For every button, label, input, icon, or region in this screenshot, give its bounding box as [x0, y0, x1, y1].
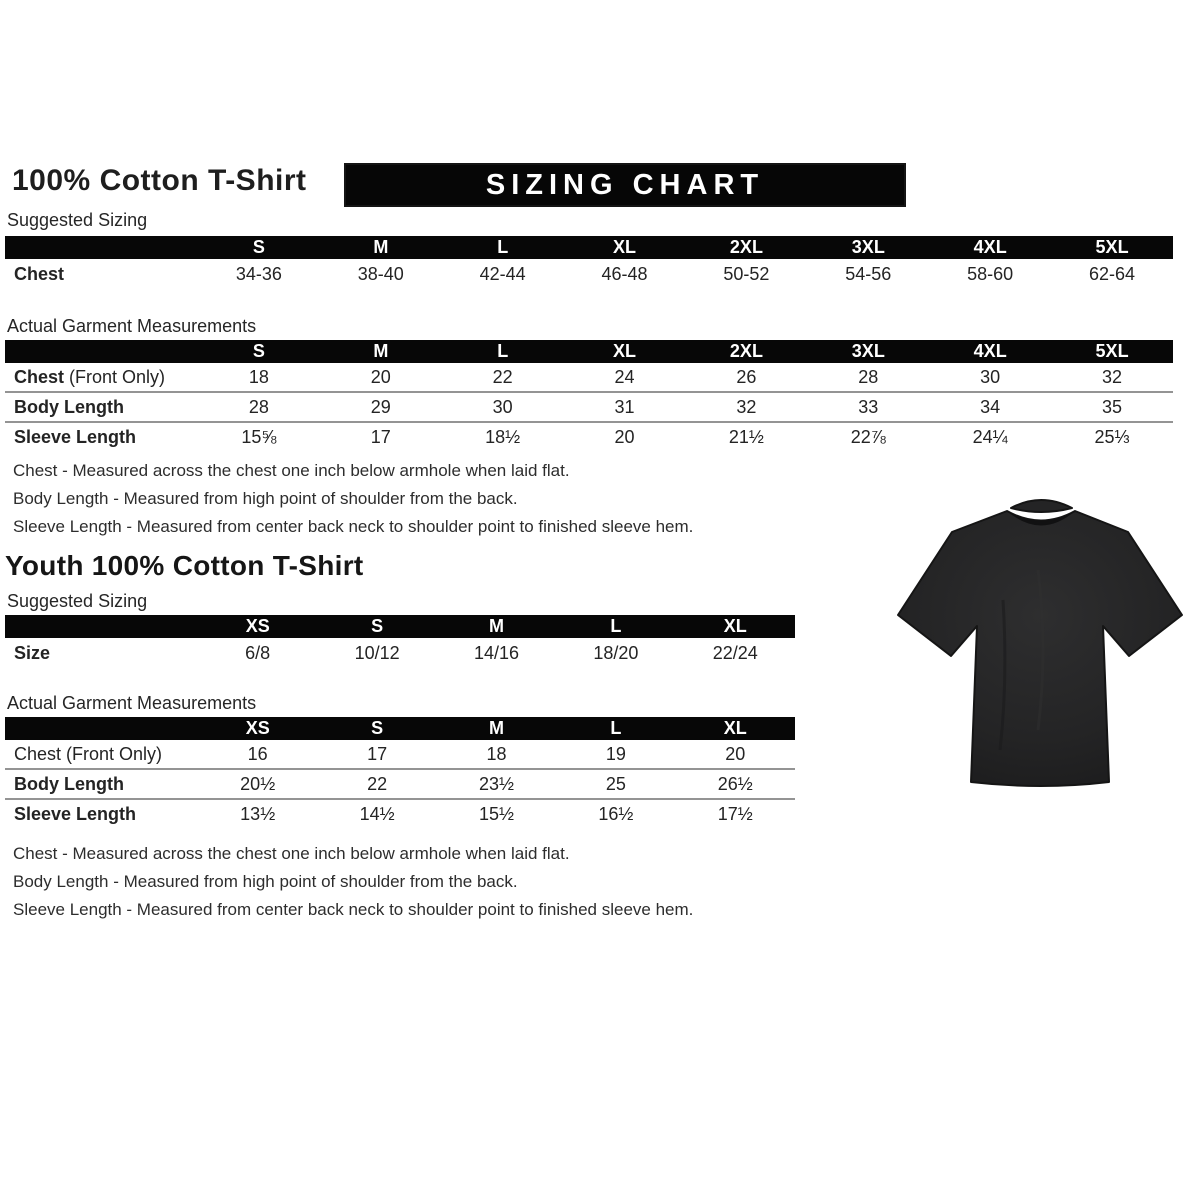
size-header: XL — [723, 616, 747, 636]
value-cell: 50-52 — [723, 264, 770, 284]
adult-suggested-sizing-table — [5, 236, 1173, 290]
black-tshirt-image — [888, 480, 1196, 812]
page-title: 100% Cotton T-Shirt — [12, 164, 307, 197]
value-cell: 20 — [614, 426, 635, 447]
value-cell: 35 — [1102, 396, 1123, 417]
value-cell: 10/12 — [354, 643, 400, 663]
row-label: Chest (Front Only) — [14, 743, 163, 764]
value-cell: 22⅞ — [850, 426, 886, 447]
value-cell: 23½ — [478, 773, 515, 794]
value-cell: 16 — [247, 743, 268, 764]
value-cell: 30 — [980, 366, 1001, 387]
size-header: 3XL — [851, 237, 885, 257]
value-cell: 28 — [858, 366, 879, 387]
value-cell: 18 — [248, 366, 269, 387]
row-label: Sleeve Length — [14, 803, 137, 824]
table-row-body-length — [5, 770, 795, 800]
value-cell: 22 — [492, 366, 513, 387]
youth-actual-measurements-table — [5, 717, 795, 828]
size-header: L — [610, 616, 622, 636]
table-row-chest — [5, 363, 1173, 393]
value-cell: 13½ — [240, 803, 276, 824]
value-cell: 54-56 — [845, 264, 892, 284]
row-label: Sleeve Length — [14, 426, 137, 447]
adult-suggested-sizing-label: Suggested Sizing — [7, 210, 148, 230]
sleeve-length-note: Sleeve Length - Measured from center back neck to shoulder point to finished sleeve hem. — [13, 900, 694, 919]
size-header: L — [610, 718, 622, 738]
size-header: M — [373, 341, 389, 361]
size-header: M — [488, 616, 504, 636]
table-header-row — [5, 717, 795, 740]
sizing-chart-banner-text: SIZING CHART — [485, 168, 765, 201]
value-cell: 33 — [858, 396, 879, 417]
size-header: 5XL — [1095, 237, 1129, 257]
size-header: 4XL — [973, 237, 1007, 257]
youth-actual-measurements-label: Actual Garment Measurements — [7, 693, 257, 713]
value-cell: 14½ — [359, 803, 395, 824]
youth-suggested-sizing-table — [5, 615, 795, 669]
value-cell: 26 — [736, 366, 757, 387]
adult-actual-measurements-table — [5, 340, 1173, 451]
value-cell: 24 — [614, 366, 635, 387]
size-header: 3XL — [851, 341, 885, 361]
body-length-note: Body Length - Measured from high point of shoulder from the back. — [13, 872, 518, 891]
tshirt-silhouette — [898, 511, 1182, 786]
value-cell: 24¼ — [972, 426, 1008, 447]
size-header: M — [373, 237, 389, 257]
value-cell: 20 — [725, 743, 746, 764]
value-cell: 15⅝ — [241, 426, 277, 447]
value-cell: 38-40 — [357, 264, 404, 284]
value-cell: 17 — [370, 426, 391, 447]
youth-suggested-sizing-label: Suggested Sizing — [7, 591, 148, 611]
chest-note: Chest - Measured across the chest one inch below armhole when laid flat. — [13, 844, 570, 863]
adult-actual-measurements-label: Actual Garment Measurements — [7, 316, 257, 336]
value-cell: 22/24 — [712, 643, 758, 663]
row-label: Chest — [14, 264, 65, 284]
size-header: XS — [245, 616, 270, 636]
table-header-row — [5, 340, 1173, 363]
table-row-chest — [5, 740, 795, 770]
size-header: XL — [723, 718, 747, 738]
value-cell: 14/16 — [473, 643, 520, 663]
value-cell: 34-36 — [235, 264, 282, 284]
value-cell: 16½ — [598, 803, 634, 824]
value-cell: 46-48 — [601, 264, 648, 284]
value-cell: 18/20 — [593, 643, 639, 663]
sleeve-length-note: Sleeve Length - Measured from center back neck to shoulder point to finished sleeve hem. — [13, 517, 694, 536]
value-cell: 62-64 — [1089, 264, 1136, 284]
value-cell: 21½ — [728, 426, 764, 447]
size-header: 4XL — [973, 341, 1007, 361]
table-header-row — [5, 615, 795, 638]
value-cell: 25⅓ — [1094, 426, 1130, 447]
size-header: S — [371, 616, 384, 636]
table-header-row — [5, 236, 1173, 259]
value-cell: 6/8 — [245, 643, 271, 663]
size-header: 5XL — [1095, 341, 1129, 361]
tshirt-collar-back — [1011, 500, 1072, 512]
value-cell: 29 — [370, 396, 391, 417]
sizing-chart-banner — [346, 165, 904, 205]
row-label: Size — [14, 643, 51, 663]
chest-note: Chest - Measured across the chest one inch below armhole when laid flat. — [13, 461, 570, 480]
value-cell: 42-44 — [479, 264, 526, 284]
size-header: XS — [245, 718, 270, 738]
value-cell: 18 — [486, 743, 507, 764]
value-cell: 15½ — [478, 803, 515, 824]
table-row-sleeve-length — [5, 423, 1173, 451]
value-cell: 32 — [736, 396, 757, 417]
table-row-size — [5, 638, 795, 669]
size-header: S — [371, 718, 384, 738]
size-header: 2XL — [729, 341, 763, 361]
table-row-sleeve-length — [5, 800, 795, 828]
size-header: S — [252, 237, 265, 257]
value-cell: 22 — [367, 773, 388, 794]
size-header: L — [497, 341, 509, 361]
value-cell: 58-60 — [967, 264, 1014, 284]
value-cell: 19 — [605, 743, 626, 764]
table-row — [5, 259, 1173, 290]
value-cell: 30 — [492, 396, 513, 417]
value-cell: 28 — [248, 396, 269, 417]
row-label: Chest (Front Only) — [14, 366, 166, 387]
body-length-note: Body Length - Measured from high point of shoulder from the back. — [13, 489, 518, 508]
table-row-body-length — [5, 393, 1173, 423]
youth-section-title: Youth 100% Cotton T-Shirt — [5, 550, 364, 581]
size-header: 2XL — [729, 237, 763, 257]
value-cell: 18½ — [485, 426, 521, 447]
value-cell: 20½ — [240, 773, 276, 794]
value-cell: 32 — [1102, 366, 1123, 387]
size-header: S — [252, 341, 265, 361]
value-cell: 25 — [605, 773, 626, 794]
size-header: L — [497, 237, 509, 257]
size-header: XL — [613, 237, 637, 257]
value-cell: 34 — [980, 396, 1001, 417]
value-cell: 17 — [367, 743, 388, 764]
row-label: Body Length — [14, 396, 124, 417]
value-cell: 20 — [370, 366, 391, 387]
row-label: Body Length — [14, 773, 124, 794]
value-cell: 31 — [614, 396, 635, 417]
size-header: XL — [613, 341, 637, 361]
size-header: M — [488, 718, 504, 738]
value-cell: 17½ — [717, 803, 753, 824]
value-cell: 26½ — [717, 773, 753, 794]
